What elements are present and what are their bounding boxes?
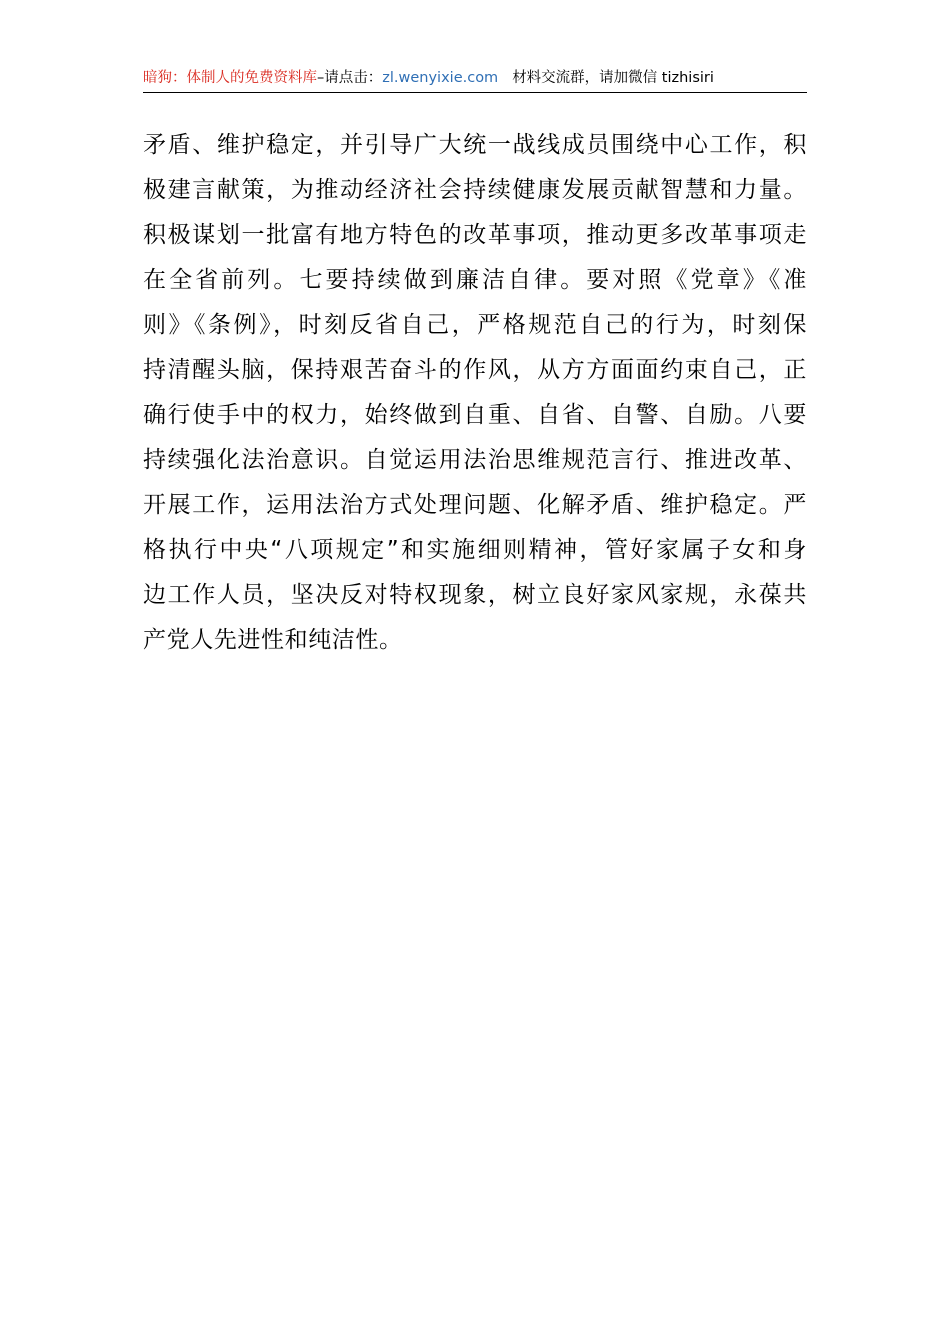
- text-line: 格执行中央“八项规定”和实施细则精神，管好家属子女和身: [143, 537, 807, 563]
- text-line: 开展工作，运用法治方式处理问题、化解矛盾、维护稳定。严: [143, 492, 807, 518]
- header-dash: –: [317, 70, 325, 86]
- text-line: 极建言献策，为推动经济社会持续健康发展贡献智慧和力量。: [143, 177, 807, 203]
- text-line: 确行使手中的权力，始终做到自重、自省、自警、自励。八要: [143, 402, 807, 428]
- page-header: [143, 64, 807, 93]
- text-line: 边工作人员，坚决反对特权现象，树立良好家风家规，永葆共: [143, 582, 807, 608]
- text-line: 在全省前列。七要持续做到廉洁自律。要对照《党章》《准: [143, 267, 807, 293]
- wechat-group-note: 材料交流群，请加微信 tizhisiri: [512, 70, 714, 86]
- text-line: 产党人先进性和纯洁性。: [143, 627, 403, 653]
- text-line: 矛盾、维护稳定，并引导广大统一战线成员围绕中心工作，积: [143, 132, 807, 158]
- text-line: 持清醒头脑，保持艰苦奋斗的作风，从方方面面约束自己，正: [143, 357, 807, 383]
- link-prompt: 请点击：: [324, 70, 383, 86]
- site-name: 暗狗：体制人的免费资料库: [143, 70, 317, 86]
- text-line: 积极谋划一批富有地方特色的改革事项，推动更多改革事项走: [143, 222, 807, 248]
- document-body: [143, 123, 807, 663]
- text-line: 持续强化法治意识。自觉运用法治思维规范言行、推进改革、: [143, 447, 807, 473]
- text-line: 则》《条例》，时刻反省自己，严格规范自己的行为，时刻保: [143, 312, 807, 338]
- website-link[interactable]: zl.wenyixie.com: [382, 70, 499, 86]
